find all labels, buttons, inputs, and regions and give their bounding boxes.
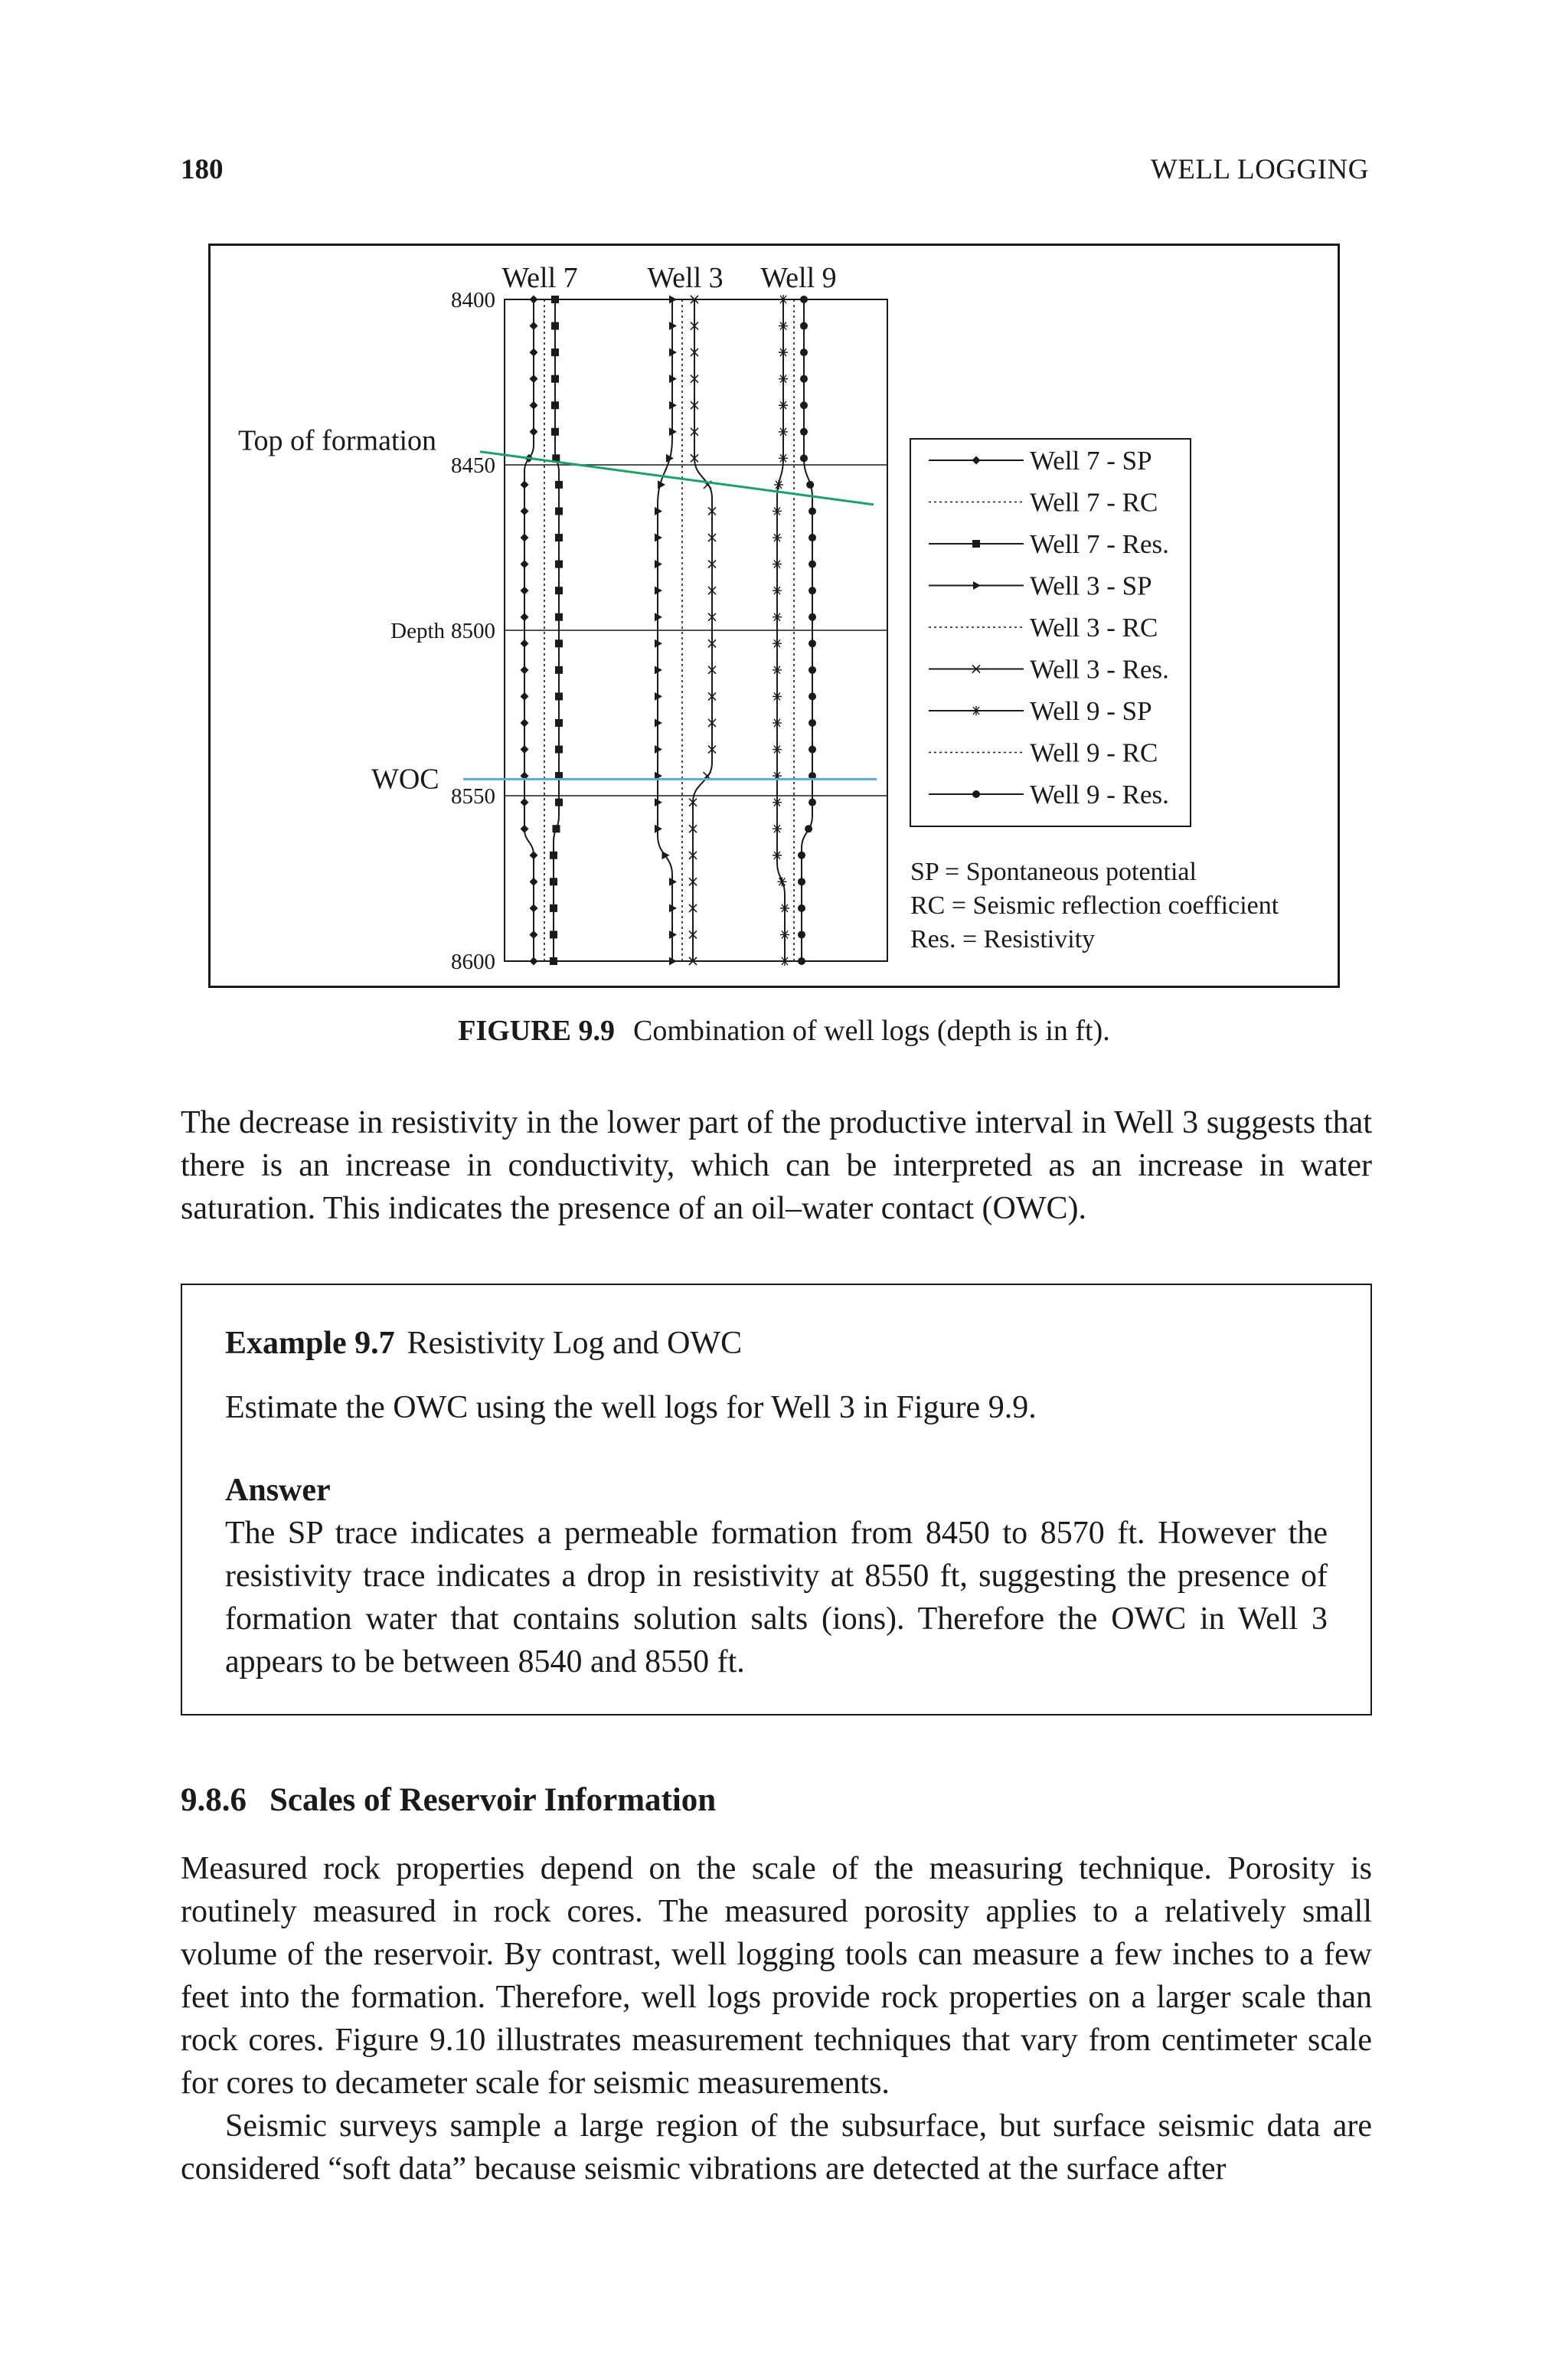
section-heading <box>181 1781 716 1819</box>
series-point <box>808 639 816 647</box>
series-point <box>555 799 563 806</box>
body-paragraph-2 <box>181 1847 1372 2105</box>
series-point <box>800 322 808 330</box>
series-point <box>773 666 782 675</box>
series-point <box>521 825 529 833</box>
well-label: Well 9 <box>760 262 837 294</box>
y-tick-label: 8500 <box>451 619 495 643</box>
series-point <box>808 613 816 621</box>
series-point <box>530 322 538 330</box>
top-of-formation-line <box>480 452 874 505</box>
series-point <box>808 507 816 515</box>
series-point <box>555 719 563 727</box>
series-point <box>521 613 529 621</box>
series-point <box>773 533 782 542</box>
series-point <box>808 666 816 674</box>
paragraph-text: Measured rock properties depend on the scale of the measuring technique. Porosity is routinely measured in rock cores. The measured porosity applies to a relatively small volume of the reservoir. By contrast, well logging tools can measure a few inches to a few feet into the formation. Therefore, well logs provide rock properties on a larger scale than rock cores. Figure 9.10 illustrates measurement techniques that vary from centimeter scale for cores to decameter scale for seismic measurements. <box>181 1851 1372 2101</box>
series-point <box>779 348 788 357</box>
example-question: Estimate the OWC using the well logs for Well 3 in Figure 9.9. <box>225 1390 1037 1425</box>
legend-label: Well 9 - SP <box>1030 696 1152 726</box>
series-point <box>551 348 559 356</box>
series-point <box>773 639 782 648</box>
woc-label: WOC <box>371 763 439 796</box>
example-title <box>225 1322 1328 1365</box>
series-point <box>805 825 812 832</box>
series-point <box>773 851 782 860</box>
legend-marker <box>972 706 981 715</box>
series-point <box>800 428 808 436</box>
series-point <box>808 692 816 700</box>
series-point <box>779 322 788 331</box>
series-point <box>773 692 782 701</box>
series-point <box>808 534 816 541</box>
y-tick-label: 8450 <box>451 453 495 478</box>
series-point <box>530 878 538 886</box>
series-point <box>551 296 559 303</box>
answer-text: The SP trace indicates a permeable formation from 8450 to 8570 ft. However the resistivity trace indicates a drop in resistivity at 8550 ft, suggesting the presence of formation water that contains solution salts (ions). Therefore the OWC in Well 3 appears to be between 8540 and 8550 ft. <box>225 1516 1328 1680</box>
series-point <box>808 746 816 754</box>
series-point <box>780 904 789 913</box>
series-point <box>798 957 805 965</box>
example-title-text: Resistivity Log and OWC <box>407 1326 743 1361</box>
series-point <box>530 296 538 304</box>
series-point <box>774 480 783 489</box>
legend-marker-shape <box>972 790 980 798</box>
series-point <box>773 613 782 622</box>
example-label: Example 9.7 <box>225 1326 395 1361</box>
series-point <box>798 904 805 912</box>
body-paragraph-1 <box>181 1101 1372 1230</box>
legend-label: Well 7 - SP <box>1030 446 1152 476</box>
well-label: Well 3 <box>647 262 724 294</box>
series-point <box>798 878 805 885</box>
legend-label: Well 3 - SP <box>1030 571 1152 601</box>
series-point <box>773 745 782 754</box>
series-point <box>779 453 788 463</box>
well-log-chart <box>211 246 1338 986</box>
legend-marker <box>972 790 980 798</box>
series-point <box>780 930 789 939</box>
series-point <box>798 931 805 938</box>
figure-caption-label: FIGURE 9.9 <box>458 1015 616 1047</box>
y-tick-label: 8600 <box>451 950 495 974</box>
series-point <box>530 427 538 436</box>
series-point <box>521 718 529 727</box>
paragraph-text: The decrease in resistivity in the lower part of the productive interval in Well 3 suggests that there is an increase in conductivity, which can be interpreted as an increase in water saturation. This indicates the presence of an oil–water contact (OWC). <box>181 1105 1372 1226</box>
abbreviation-text: Res. = Resistivity <box>910 925 1096 953</box>
series-point <box>555 587 563 594</box>
series-point <box>773 798 782 807</box>
legend-label: Well 3 - RC <box>1030 613 1158 643</box>
series-point <box>521 587 529 595</box>
series-point <box>773 560 782 569</box>
series-point <box>800 454 808 462</box>
series-point <box>800 401 808 409</box>
figure-frame <box>208 244 1340 988</box>
abbreviation-text: SP = Spontaneous potential <box>910 858 1197 886</box>
series-point <box>553 825 560 832</box>
series-point <box>521 666 529 674</box>
series-point <box>808 561 816 568</box>
series-point <box>551 428 559 436</box>
series-point <box>530 401 538 410</box>
series-point <box>555 481 563 489</box>
body-paragraph-3 <box>181 2105 1372 2190</box>
series-point <box>779 427 788 437</box>
legend-marker-shape <box>972 540 980 548</box>
legend-label: Well 9 - Res. <box>1030 780 1169 810</box>
series-point <box>551 401 559 409</box>
series-point <box>780 957 789 966</box>
series-point <box>555 507 563 515</box>
series-point <box>550 931 557 938</box>
series-point <box>555 561 563 568</box>
answer-heading: Answer <box>225 1473 331 1508</box>
series-point <box>662 851 670 859</box>
series-point <box>530 957 538 966</box>
series-point <box>800 348 808 356</box>
running-title: WELL LOGGING <box>1150 154 1369 185</box>
series-point <box>550 852 557 859</box>
series-point <box>521 798 529 806</box>
series-point <box>550 957 557 965</box>
figure-caption-text: Combination of well logs (depth is in ft). <box>633 1015 1110 1047</box>
series-point <box>773 586 782 595</box>
legend-marker-shape <box>972 706 981 715</box>
series-point <box>808 587 816 594</box>
figure-caption <box>0 1014 1568 1048</box>
series-point <box>550 878 557 885</box>
series-point <box>773 824 782 833</box>
series-point <box>551 375 559 383</box>
legend-marker <box>972 540 980 548</box>
y-tick-label: 8400 <box>451 288 495 312</box>
series-point <box>773 506 782 515</box>
legend-label: Well 7 - Res. <box>1030 529 1169 559</box>
series-point <box>808 719 816 727</box>
series-point <box>779 401 788 410</box>
series-point <box>530 851 538 859</box>
series-point <box>773 718 782 728</box>
series-point <box>777 877 786 886</box>
legend-label: Well 9 - RC <box>1030 738 1158 768</box>
series-point <box>779 374 788 384</box>
series-point <box>521 692 529 701</box>
top-of-formation-label: Top of formation <box>238 424 437 457</box>
series-point <box>551 322 559 330</box>
series-point <box>555 692 563 700</box>
series-point <box>555 746 563 754</box>
series-point <box>530 904 538 912</box>
example-box <box>181 1284 1372 1715</box>
series-point <box>521 480 529 489</box>
legend-label: Well 3 - Res. <box>1030 654 1169 685</box>
series-point <box>555 666 563 674</box>
series-point <box>530 348 538 357</box>
y-tick-label: 8550 <box>451 784 495 809</box>
abbreviation-text: RC = Seismic reflection coefficient <box>910 891 1279 920</box>
series-point <box>808 799 816 806</box>
series-point <box>800 296 808 303</box>
series-point <box>521 534 529 542</box>
series-point <box>806 481 814 489</box>
series-point <box>530 374 538 383</box>
paragraph-text: Seismic surveys sample a large region of the subsurface, but surface seismic data are considered “soft data” because seismic vibrations are detected at the surface after <box>181 2108 1372 2186</box>
series-point <box>521 507 529 515</box>
series-point <box>555 613 563 621</box>
series-point <box>779 295 788 304</box>
well-label: Well 7 <box>501 262 578 294</box>
series-point <box>521 745 529 754</box>
series-point <box>521 560 529 568</box>
series-point <box>521 639 529 648</box>
section-title: Scales of Reservoir Information <box>270 1782 717 1818</box>
legend-label: Well 7 - RC <box>1030 487 1158 518</box>
series-point <box>800 375 808 383</box>
series-point <box>798 852 805 859</box>
y-axis-label: Depth <box>390 619 445 643</box>
series-point <box>550 904 557 912</box>
page-number: 180 <box>181 154 224 185</box>
section-number: 9.8.6 <box>181 1782 247 1818</box>
series-point <box>530 931 538 939</box>
series-point <box>555 639 563 647</box>
series-point <box>555 534 563 541</box>
